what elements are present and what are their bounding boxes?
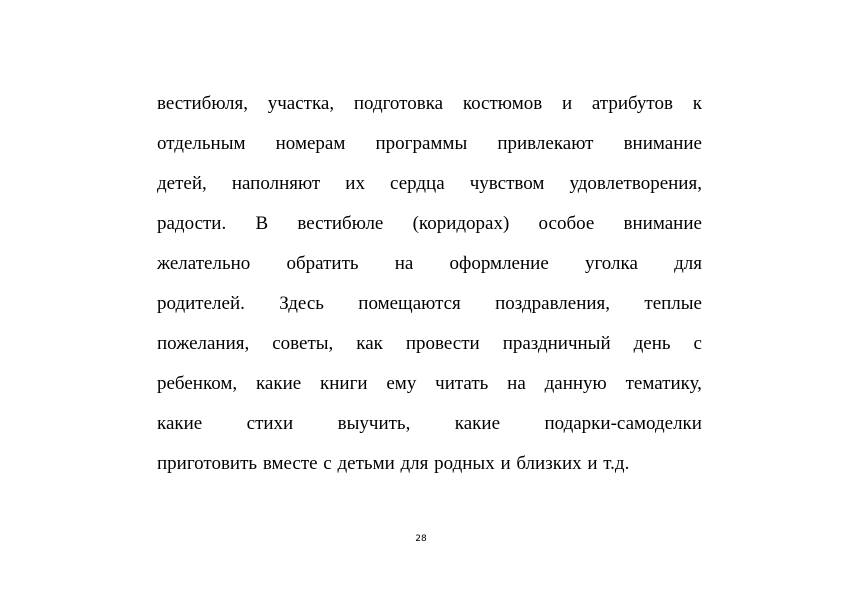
word: как <box>356 333 383 354</box>
word: В <box>255 213 269 234</box>
word: какие <box>454 413 501 434</box>
word: какие <box>255 373 302 394</box>
word: на <box>507 373 526 394</box>
text-line <box>157 84 702 124</box>
word: подготовка <box>353 93 444 114</box>
text-line <box>157 244 702 284</box>
word: участка, <box>267 93 335 114</box>
word: день <box>633 333 671 354</box>
word: программы <box>375 133 468 154</box>
word: их <box>345 173 365 194</box>
word: ребенком, <box>157 373 238 394</box>
word: с <box>693 333 702 354</box>
word: уголка <box>584 253 638 274</box>
word: Здесь <box>279 293 324 314</box>
word: отдельным <box>157 133 246 154</box>
word: детей, <box>157 173 207 194</box>
word: праздничный <box>502 333 611 354</box>
word: номерам <box>275 133 346 154</box>
word: оформление <box>449 253 549 274</box>
body-text <box>157 84 702 484</box>
word: радости. <box>157 213 227 234</box>
word: родителей. <box>157 293 245 314</box>
word: данную <box>544 373 607 394</box>
word: сердца <box>390 173 445 194</box>
word: выучить, <box>337 413 411 434</box>
word: обратить <box>286 253 359 274</box>
word: атрибутов <box>591 93 673 114</box>
word: книги <box>320 373 368 394</box>
text-line <box>157 164 702 204</box>
word: к <box>692 93 702 114</box>
word: чувством <box>469 173 545 194</box>
text-line <box>157 404 702 444</box>
word: советы, <box>272 333 334 354</box>
word: внимание <box>623 213 702 234</box>
word: на <box>394 253 414 274</box>
word: удовлетворения, <box>569 173 702 194</box>
word: для <box>674 253 702 274</box>
word: тематику, <box>625 373 702 394</box>
text-line <box>157 284 702 324</box>
page-number: 28 <box>415 534 427 544</box>
word: вестибюле <box>297 213 384 234</box>
word: пожелания, <box>157 333 250 354</box>
word: ему <box>386 373 417 394</box>
word: провести <box>405 333 480 354</box>
word: (коридорах) <box>412 213 510 234</box>
word: стихи <box>246 413 294 434</box>
text-line <box>157 364 702 404</box>
text-line <box>157 324 702 364</box>
word: костюмов <box>462 93 543 114</box>
word: желательно <box>157 253 251 274</box>
word: особое <box>538 213 595 234</box>
text-line <box>157 204 702 244</box>
word: какие <box>157 413 203 434</box>
word: вестибюля, <box>157 93 249 114</box>
word: читать <box>435 373 489 394</box>
word: и <box>561 93 573 114</box>
word: наполняют <box>231 173 321 194</box>
word: помещаются <box>358 293 461 314</box>
word: привлекают <box>497 133 594 154</box>
text-line-last: приготовить вместе с детьми для родных и близких и т.д. <box>157 453 630 474</box>
word: подарки-самоделки <box>544 413 702 434</box>
word: поздравления, <box>495 293 611 314</box>
word: теплые <box>644 293 702 314</box>
text-line <box>157 124 702 164</box>
word: внимание <box>623 133 702 154</box>
